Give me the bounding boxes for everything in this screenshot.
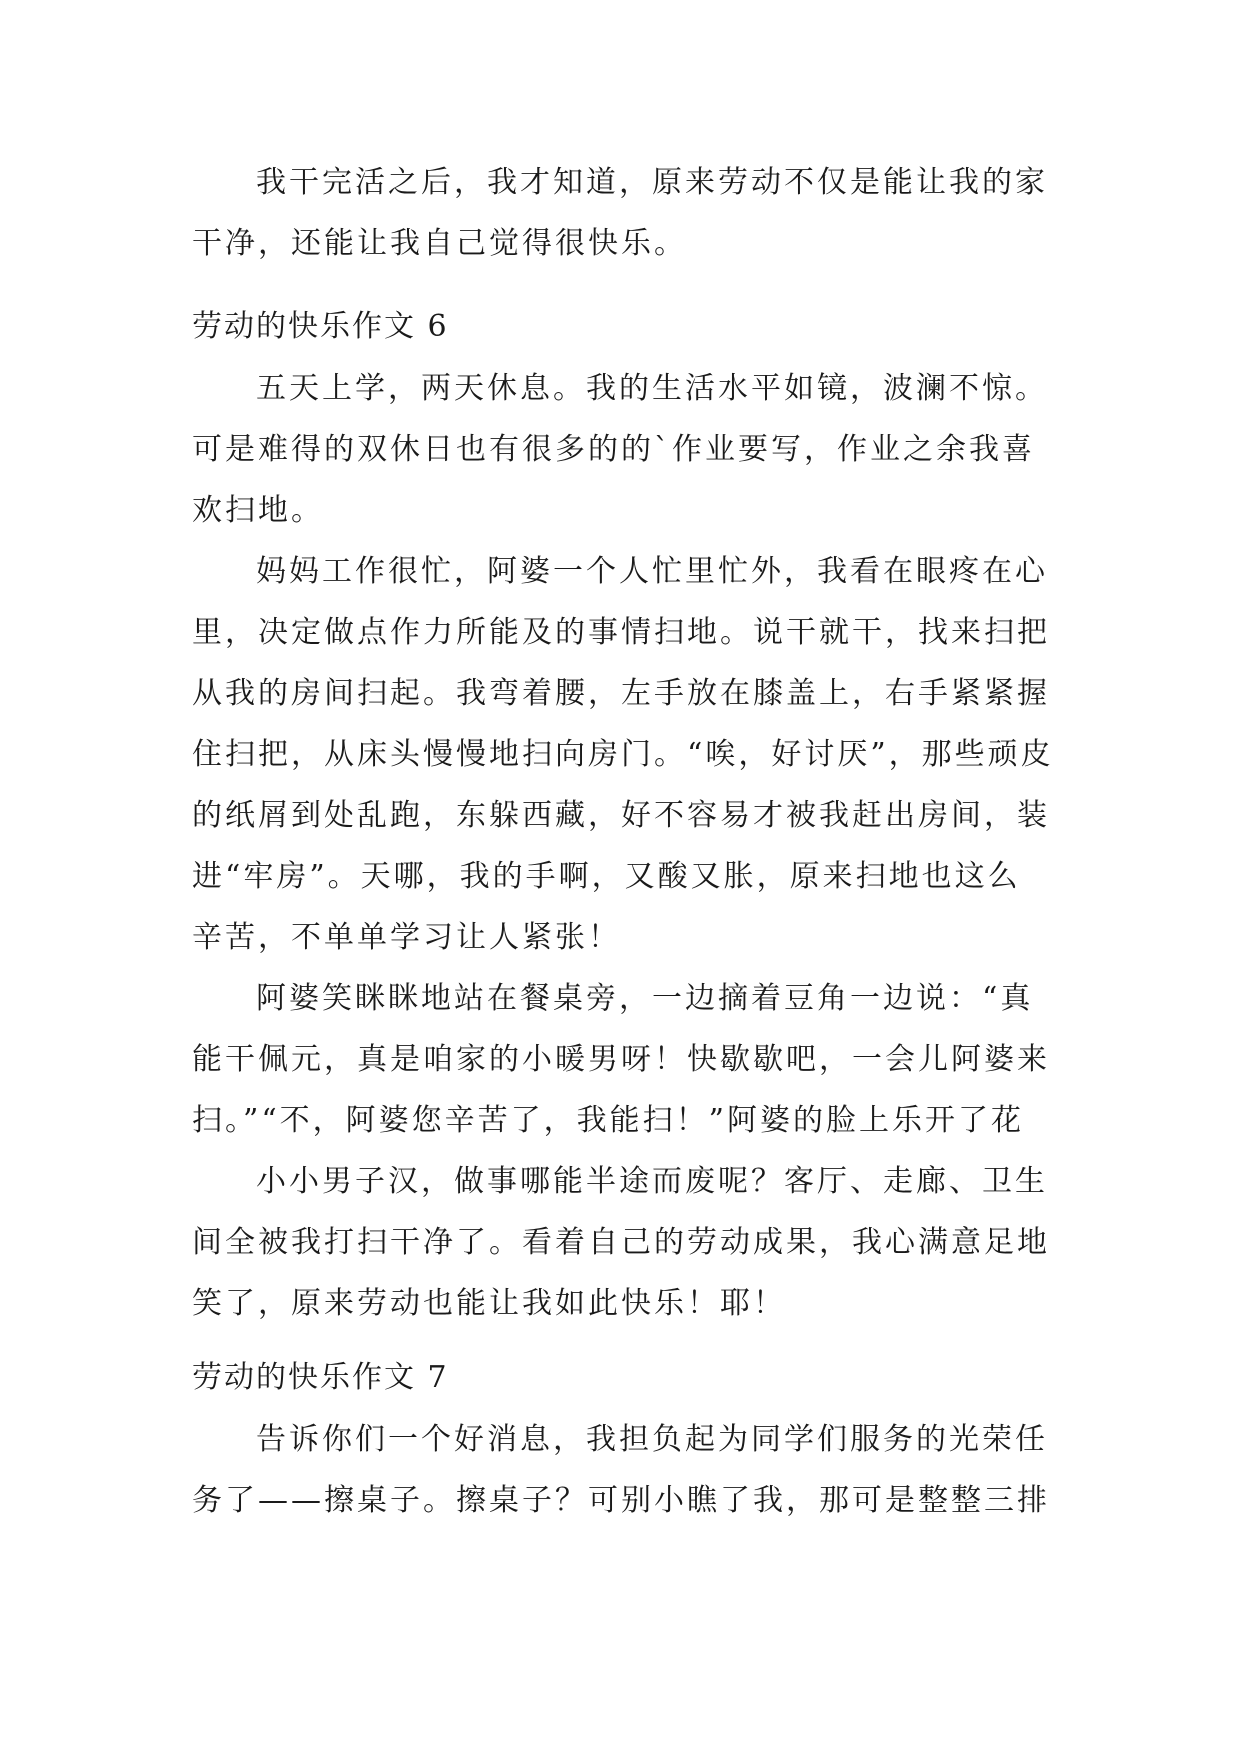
text-line: 欢扫地。 — [192, 493, 324, 528]
text-line: 务了——擦桌子。擦桌子？可别小瞧了我，那可是整整三排 — [192, 1483, 1050, 1518]
section-7-body — [192, 1409, 1062, 1531]
text-line: 干净，还能让我自己觉得很快乐。 — [192, 226, 687, 261]
paragraph — [192, 1151, 1062, 1334]
text-line: 辛苦，不单单学习让人紧张！ — [192, 920, 621, 955]
text-line: 阿婆笑眯眯地站在餐桌旁，一边摘着豆角一边说：“真 — [256, 981, 1034, 1016]
text-line: 里，决定做点作力所能及的事情扫地。说干就干，找来扫把 — [192, 615, 1050, 650]
text-line: 妈妈工作很忙，阿婆一个人忙里忙外，我看在眼疼在心 — [256, 554, 1048, 589]
text-line: 五天上学，两天休息。我的生活水平如镜，波澜不惊。 — [256, 371, 1048, 406]
paragraph — [192, 541, 1062, 968]
text-line: 扫。”“不，阿婆您辛苦了，我能扫！”阿婆的脸上乐开了花 — [192, 1103, 1025, 1138]
text-line: 进“牢房”。天哪，我的手啊，又酸又胀，原来扫地也这么 — [192, 859, 1021, 894]
text-line: 小小男子汉，做事哪能半途而废呢？客厅、走廊、卫生 — [256, 1164, 1048, 1199]
text-line: 间全被我打扫干净了。看着自己的劳动成果，我心满意足地 — [192, 1225, 1050, 1260]
section-title: 劳动的快乐作文 7 — [192, 1360, 449, 1395]
text-line: 可是难得的双休日也有很多的的`作业要写，作业之余我喜 — [192, 432, 1035, 467]
text-line: 的纸屑到处乱跑，东躲西藏，好不容易才被我赶出房间，装 — [192, 798, 1050, 833]
text-line: 从我的房间扫起。我弯着腰，左手放在膝盖上，右手紧紧握 — [192, 676, 1050, 711]
paragraph-intro — [192, 152, 1062, 274]
text-line: 告诉你们一个好消息，我担负起为同学们服务的光荣任 — [256, 1422, 1048, 1457]
paragraph — [192, 1409, 1062, 1531]
text-line: 能干佩元，真是咱家的小暖男呀！快歇歇吧，一会儿阿婆来 — [192, 1042, 1050, 1077]
text-line: 住扫把，从床头慢慢地扫向房门。“唉，好讨厌”，那些顽皮 — [192, 737, 1054, 772]
paragraph — [192, 968, 1062, 1151]
section-title: 劳动的快乐作文 6 — [192, 309, 449, 344]
paragraph — [192, 358, 1062, 541]
section-heading-7 — [192, 1347, 1062, 1408]
text-line: 笑了，原来劳动也能让我如此快乐！耶！ — [192, 1286, 786, 1321]
section-6-body — [192, 358, 1062, 1334]
text-line: 我干完活之后，我才知道，原来劳动不仅是能让我的家 — [256, 165, 1048, 200]
section-heading-6 — [192, 296, 1062, 357]
